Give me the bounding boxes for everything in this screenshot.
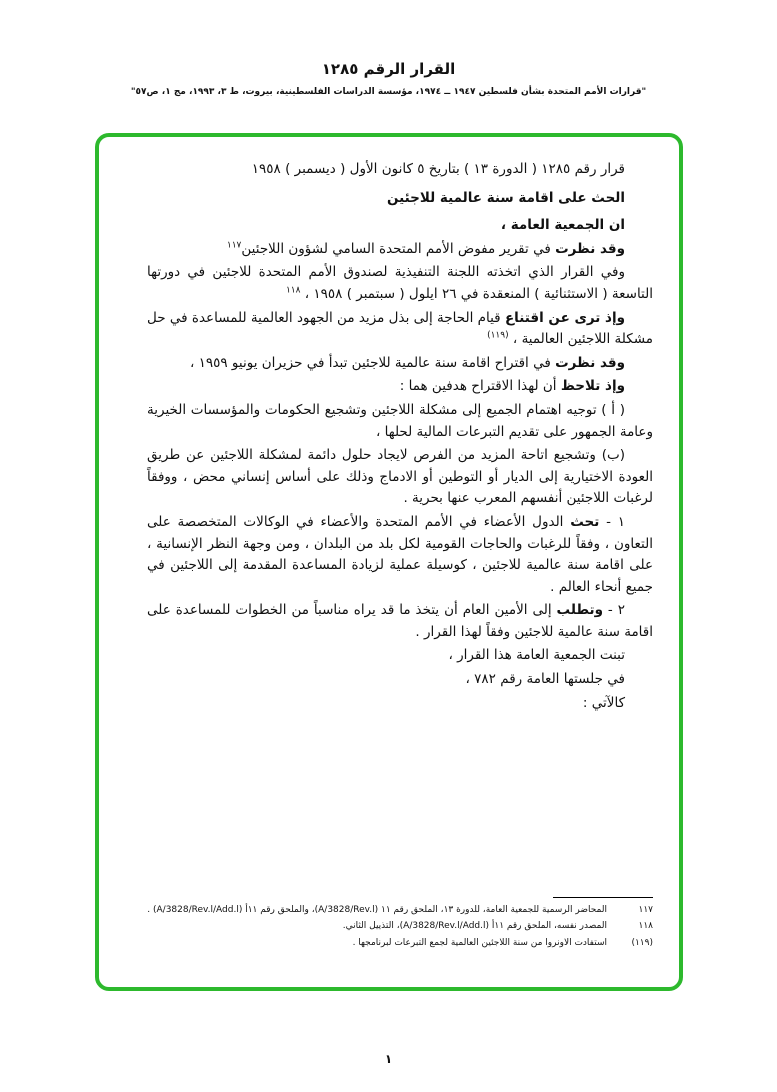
paragraph-lead: وإذ ترى عن اقتناع [504,309,626,326]
paragraph [147,308,653,351]
footnote-text: استفادت الاونروا من سنة اللاجئين العالمية لجمع التبرعات لبرنامجها . [352,937,607,948]
paragraph [147,400,653,443]
resolution-body [147,159,653,716]
resolution-title: القرار الرقم ١٢٨٥ [321,60,456,78]
heading-text: الحث على اقامة سنة عالمية للاجئين [387,189,625,206]
footnote [127,937,653,951]
paragraph [147,376,653,398]
paragraph-text: في جلستها العامة رقم ٧٨٢ ، [465,671,625,688]
paragraph-text: أن لهذا الاقتراح هدفين هما : [399,378,557,395]
footnote-number: ١١٨ [638,921,653,931]
paragraph-text: في تقرير مفوض الأمم المتحدة السامي لشؤون اللاجئين [241,240,551,257]
page-header [0,60,777,97]
clause-number: ٢ - [607,602,626,619]
footnote [127,904,653,918]
paragraph-text: كالآتي : [582,694,625,711]
paragraph-text: (ب) وتشجيع اتاحة المزيد من الفرص لايجاد حلول دائمة لمشكلة اللاجئين عن طريق العودة الاختيارية إلى الديار أو التوطين أو الادماج وذلك على أساس إنساني محض ، ووفقاً لرغبات اللاجئين أنفسهم المعرب عنها بحرية . [147,447,653,507]
footnote-number: ١١٧ [638,904,653,915]
clause-number: ١ - [606,513,625,530]
footnote-text: المصدر نفسه، الملحق رقم ١١أ (A/3828/Rev.l/Add.l)، التذييل الثاني. [342,921,607,931]
footnote-text: المحاضر الرسمية للجمعية العامة، للدورة ١٣، الملحق رقم ١١ (A/3828/Rev.l)، والملحق رقم ١١أ (A/3828/Rev.l/Add.l) . [147,904,607,915]
paragraph-lead: وقد نظرت [555,354,625,371]
footnote [127,920,653,934]
content-frame [95,133,683,991]
footnote-marker: ١١٧ [226,240,242,251]
source-citation: "قرارات الأمم المتحدة بشأن فلسطين ١٩٤٧ ــ ١٩٧٤، مؤسسة الدراسات الفلسطينية، بيروت، ط ٣، ١٩٩٣، مج ١، ص٥٧" [130,87,647,97]
paragraph [147,693,653,715]
paragraph-lead: وقد نظرت [555,240,625,257]
paragraph [147,445,653,510]
paragraph [147,215,653,237]
paragraph-text: قيام الحاجة إلى بذل مزيد من الجهود العالمية للمساعدة في حل مشكلة اللاجئين العالمية ، [147,309,653,348]
footnote-marker: ١١٨ [285,285,301,296]
paragraph [147,239,653,261]
section-heading [147,188,653,210]
paragraph [147,353,653,375]
paragraph-text: قرار رقم ١٢٨٥ ( الدورة ١٣ ) بتاريخ ٥ كانون الأول ( ديسمبر ) ١٩٥٨ [251,161,625,177]
footnote-number: (١١٩) [631,937,653,948]
paragraph-text: إلى الأمين العام أن يتخذ ما قد يراه مناسباً من الخطوات للمساعدة على اقامة سنة عالمية للاجئين وفقاً لهذا القرار . [147,602,653,640]
numbered-clause [147,600,653,643]
paragraph-lead: تحث [570,513,600,530]
footnotes-section [127,897,653,954]
page-number: ١ [384,1052,393,1066]
paragraph-text: وفي القرار الذي اتخذته اللجنة التنفيذية لصندوق الأمم المتحدة للاجئين في دورتها التاسعة ( الاستثنائية ) المنعقدة في ٢٦ ايلول ( سبتمبر ) ١٩٥٨ ، [147,264,653,302]
paragraph-text: الدول الأعضاء في الأمم المتحدة والأعضاء في الوكالات المتخصصة على التعاون ، وفقاً للرغبات والحاجات القومية لكل بلد من البلدان ، ومن وجهة النظر الإنسانية ، على اقامة سنة عالمية للاجئين ، كوسيلة عملية لزيادة المساعدة المقدمة إلى اللاجئين في جميع أنحاء العالم . [147,513,653,595]
paragraph-text: تبنت الجمعية العامة هذا القرار ، [448,647,625,664]
paragraph-lead: وإذ تلاحظ [560,378,625,395]
paragraph-text: في اقتراح اقامة سنة عالمية للاجئين تبدأ في حزيران يونيو ١٩٥٩ ، [189,354,551,371]
paragraph-lead: ان الجمعية العامة ، [500,217,625,234]
resolution-intro [147,159,653,181]
paragraph-lead: وتطلب [556,602,603,619]
paragraph [147,645,653,667]
paragraph [147,262,653,305]
numbered-clause [147,512,653,598]
paragraph [147,669,653,691]
footnote-marker: (١١٩) [487,330,509,341]
paragraph-text: ( أ ) توجيه اهتمام الجميع إلى مشكلة اللاجئين وتشجيع الحكومات والمؤسسات الخيرية وعامة الجمهور على تقديم التبرعات المالية لحلها ، [147,401,653,440]
footnote-divider [553,897,653,898]
